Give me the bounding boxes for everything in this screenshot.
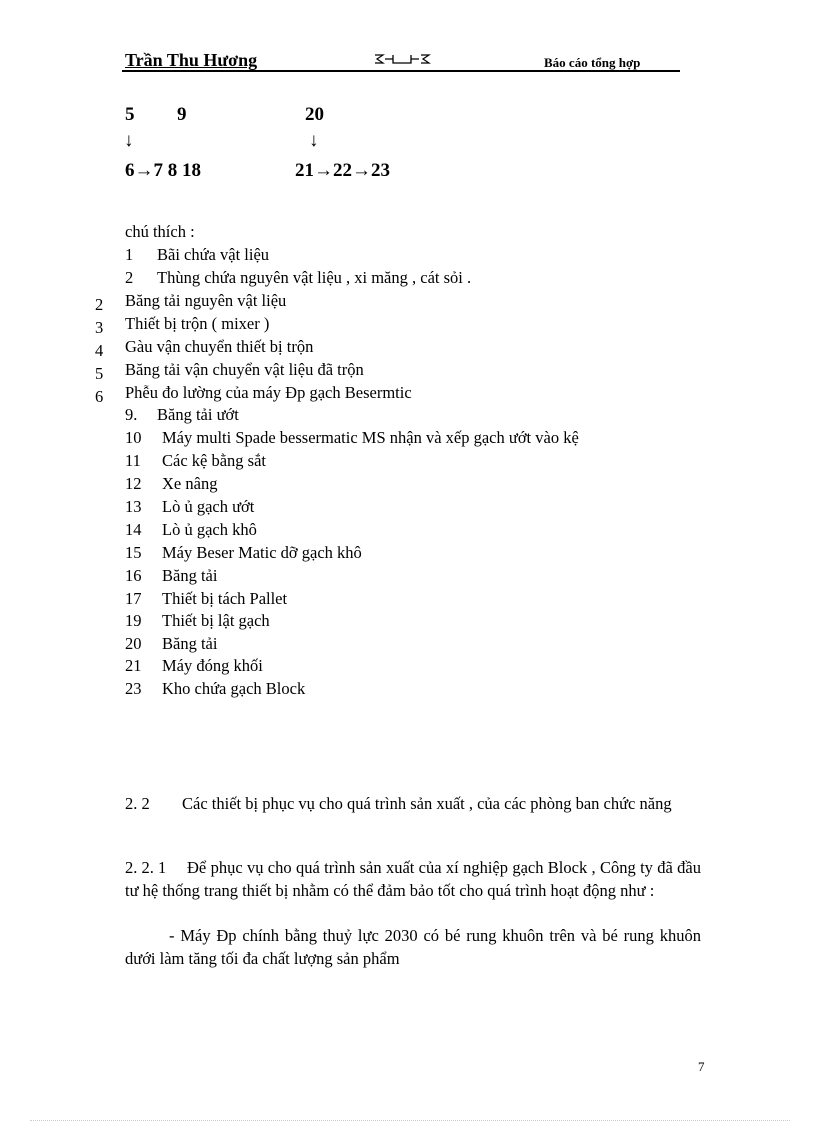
legend-item-number: 16 bbox=[125, 566, 142, 585]
legend-item-number: 12 bbox=[125, 474, 142, 493]
legend-item bbox=[125, 520, 257, 540]
legend-item-label: Lò ủ gạch khô bbox=[162, 520, 257, 539]
section-heading-text: Các thiết bị phục vụ cho quá trình sản xuất , của các phòng ban chức năng bbox=[182, 794, 672, 813]
down-arrow-icon: ↓ bbox=[309, 130, 319, 151]
legend-item-label: Lò ủ gạch ướt bbox=[162, 497, 255, 516]
legend-item-label: Băng tải bbox=[162, 634, 218, 653]
legend-item-label: Máy Beser Matic dỡ gạch khô bbox=[162, 543, 362, 562]
legend-item-label: Bãi chứa vật liệu bbox=[157, 245, 270, 264]
legend-item-number: 17 bbox=[125, 589, 142, 608]
legend-item-label: Thiết bị lật gạch bbox=[162, 611, 270, 630]
legend-item bbox=[125, 679, 305, 699]
legend-item bbox=[125, 474, 217, 494]
legend-item-number: 15 bbox=[125, 543, 142, 562]
legend-item-number: 5 bbox=[95, 364, 104, 383]
legend-item-label: Máy đóng khối bbox=[162, 656, 263, 675]
legend-item-number: 1 bbox=[125, 245, 134, 264]
header-rule bbox=[122, 70, 680, 72]
legend-item-label: Các kệ bằng sắt bbox=[162, 451, 267, 470]
subsection-number: 2. 2. 1 bbox=[125, 858, 167, 877]
page-bottom-divider bbox=[30, 1120, 790, 1121]
legend-heading: chú thích : bbox=[125, 222, 195, 241]
equipment-bullet: - Máy Đp chính bằng thuỷ lực 2030 có bé rung khuôn trên và bé rung khuôn dưới làm tăng tối đa chất lượng sản phẩm bbox=[125, 926, 701, 968]
legend-item-number: 14 bbox=[125, 520, 142, 539]
legend-item-number: 6 bbox=[95, 387, 104, 406]
legend-item bbox=[125, 611, 270, 631]
legend-item-label: Thiết bị tách Pallet bbox=[162, 589, 288, 608]
legend-item-label: Gàu vận chuyển thiết bị trộn bbox=[125, 337, 314, 356]
legend-item bbox=[125, 268, 471, 288]
legend-item bbox=[125, 566, 217, 586]
legend-item-number: 2 bbox=[125, 268, 134, 287]
legend-item-label: Thiết bị trộn ( mixer ) bbox=[125, 314, 270, 333]
legend-item-number: 2 bbox=[95, 295, 104, 314]
author-name: Trần Thu Hương bbox=[125, 50, 258, 70]
legend-item-label: Kho chứa gạch Block bbox=[162, 679, 306, 698]
legend-item bbox=[125, 497, 254, 517]
legend-item-number: 23 bbox=[125, 679, 142, 698]
legend-item-label: Máy multi Spade bessermatic MS nhận và xếp gạch ướt vào kệ bbox=[162, 428, 579, 447]
legend-item-number: 13 bbox=[125, 497, 142, 516]
legend-item-label: Thùng chứa nguyên vật liệu , xi măng , cát sỏi . bbox=[157, 268, 472, 287]
flow-node-5: 5 bbox=[125, 104, 135, 125]
down-arrow-icon: ↓ bbox=[124, 130, 134, 151]
legend-item bbox=[125, 451, 266, 471]
legend-item-label: Băng tải vận chuyển vật liệu đã trộn bbox=[125, 360, 364, 379]
legend-item-label: Băng tải bbox=[162, 566, 218, 585]
legend-item-number: 19 bbox=[125, 611, 142, 630]
legend-item-number: 9. bbox=[125, 405, 138, 424]
flow-node-20: 20 bbox=[305, 104, 324, 125]
legend-item-label: Phễu đo lường của máy Đp gạch Besermtic bbox=[125, 383, 412, 402]
legend-item bbox=[125, 428, 579, 448]
legend-item-label: Băng tải ướt bbox=[157, 405, 239, 424]
legend-item bbox=[125, 245, 269, 265]
legend-item-number: 3 bbox=[95, 318, 104, 337]
legend-item bbox=[125, 589, 287, 609]
legend-item-number: 20 bbox=[125, 634, 142, 653]
section-heading bbox=[125, 792, 701, 815]
flow-node-9: 9 bbox=[177, 104, 187, 125]
legend-item-number: 11 bbox=[125, 451, 141, 470]
section-number: 2. 2 bbox=[125, 794, 150, 813]
legend-item-number: 4 bbox=[95, 341, 104, 360]
legend-item-number: 10 bbox=[125, 428, 142, 447]
legend-item bbox=[125, 543, 362, 563]
legend-item bbox=[125, 656, 263, 676]
flow-sequence-left: 6→7 8 18 bbox=[125, 160, 201, 181]
header-ornament-icon bbox=[373, 52, 431, 66]
report-title: Báo cáo tổng hợp bbox=[544, 55, 641, 70]
subsection-paragraph bbox=[125, 856, 701, 902]
legend-item-number: 21 bbox=[125, 656, 142, 675]
legend-item-label: Xe nâng bbox=[162, 474, 218, 493]
legend-item bbox=[125, 634, 217, 654]
page-number: 7 bbox=[698, 1059, 705, 1074]
legend-item-label: Băng tải nguyên vật liệu bbox=[125, 291, 287, 310]
legend-item bbox=[125, 405, 239, 425]
subsection-text: Để phục vụ cho quá trình sản xuất của xí nghiệp gạch Block , Công ty đã đầu tư hệ thống trang thiết bị nhằm có thể đảm bảo tốt cho quá trình hoạt động như : bbox=[125, 858, 701, 900]
flow-sequence-right: 21→22→23 bbox=[295, 160, 390, 181]
